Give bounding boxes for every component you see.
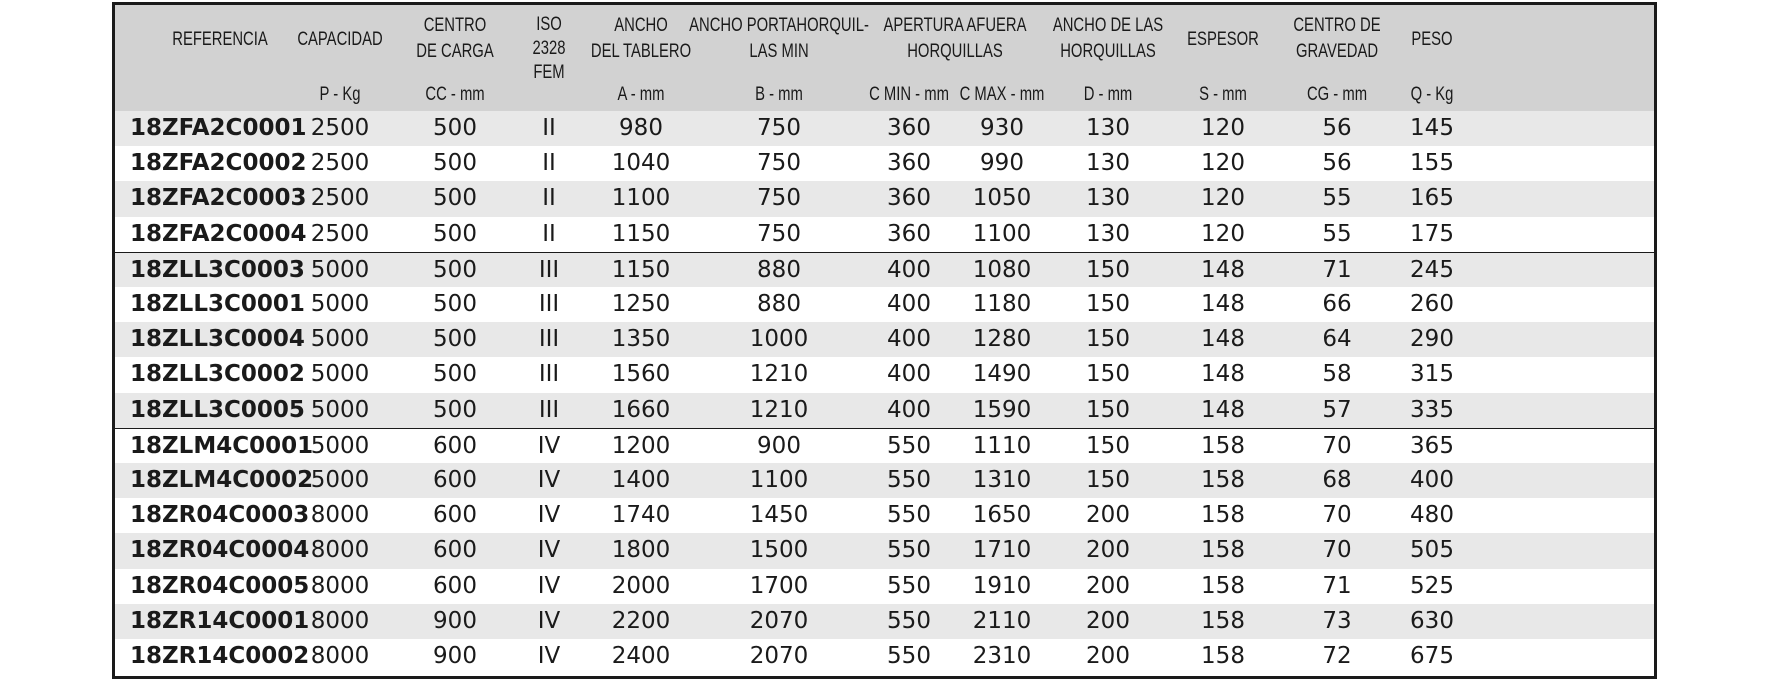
row-value: 56: [1322, 150, 1352, 177]
table-header: [115, 5, 1654, 111]
row-value: 550: [887, 572, 931, 599]
row-value: 200: [1086, 537, 1130, 564]
row-value: 1350: [611, 326, 671, 353]
row-value: 2310: [972, 643, 1032, 669]
row-value: 5000: [310, 467, 370, 493]
row-value: 64: [1322, 326, 1352, 353]
unit-c-max: C MAX - mm: [959, 84, 1045, 105]
row-value: 1500: [749, 537, 809, 564]
row-value: 480: [1410, 502, 1454, 529]
row-value: 130: [1086, 220, 1130, 247]
row-value: 158: [1201, 643, 1245, 669]
row-value: 148: [1201, 361, 1245, 388]
row-value: 71: [1322, 256, 1352, 283]
row-value: 5000: [310, 396, 370, 423]
row-reference: 18ZLL3C0004: [130, 326, 305, 353]
row-value: III: [538, 361, 560, 388]
row-value: 550: [887, 502, 931, 529]
row-value: 600: [433, 502, 477, 529]
row-reference: 18ZFA2C0004: [130, 220, 307, 247]
row-value: 1490: [972, 361, 1032, 388]
row-value: 150: [1086, 291, 1130, 317]
row-value: 5000: [310, 256, 370, 283]
row-value: 525: [1410, 572, 1454, 599]
row-value: 2500: [310, 150, 370, 177]
row-value: 1150: [611, 256, 671, 283]
row-value: 1910: [972, 572, 1032, 599]
row-value: 5000: [310, 361, 370, 388]
unit-ancho-portahorquillas: B - mm: [755, 84, 803, 105]
row-value: IV: [537, 432, 561, 459]
row-value: 1100: [972, 220, 1032, 247]
row-value: 245: [1410, 256, 1454, 283]
row-value: III: [538, 326, 560, 353]
row-value: 70: [1322, 537, 1352, 564]
table-row: [115, 111, 1654, 146]
row-value: 750: [757, 150, 801, 177]
row-value: 148: [1201, 326, 1245, 353]
row-value: 2500: [310, 220, 370, 247]
table-row: [115, 498, 1654, 533]
row-value: IV: [537, 502, 561, 529]
row-value: 1050: [972, 185, 1032, 212]
row-value: 360: [887, 185, 931, 212]
row-value: 145: [1410, 115, 1454, 141]
unit-peso: Q - Kg: [1410, 84, 1454, 105]
row-value: 8000: [310, 643, 370, 669]
row-value: 750: [757, 220, 801, 247]
row-value: 2500: [310, 185, 370, 212]
row-value: 260: [1410, 291, 1454, 317]
row-value: 2070: [749, 607, 809, 634]
row-value: 900: [433, 643, 477, 669]
row-value: 500: [433, 256, 477, 283]
row-value: 315: [1410, 361, 1454, 388]
row-value: 150: [1086, 432, 1130, 459]
row-value: 70: [1322, 502, 1352, 529]
row-value: 360: [887, 115, 931, 141]
header-ancho-horquillas: ANCHO DE LAS HORQUILLAS: [1052, 15, 1164, 62]
row-value: 8000: [310, 607, 370, 634]
row-value: 158: [1201, 537, 1245, 564]
row-value: 2000: [611, 572, 671, 599]
row-value: 1400: [611, 467, 671, 493]
row-value: 500: [433, 291, 477, 317]
row-value: 2070: [749, 643, 809, 669]
unit-capacidad: P - Kg: [319, 84, 361, 105]
row-value: 550: [887, 467, 931, 493]
row-value: III: [538, 396, 560, 423]
row-reference: 18ZLM4C0001: [130, 432, 314, 459]
row-reference: 18ZR14C0001: [130, 607, 310, 634]
row-value: 360: [887, 220, 931, 247]
row-value: 158: [1201, 572, 1245, 599]
table-row: [115, 393, 1654, 428]
row-value: 155: [1410, 150, 1454, 177]
row-reference: 18ZFA2C0003: [130, 185, 307, 212]
row-value: 150: [1086, 396, 1130, 423]
table-row: [115, 463, 1654, 498]
row-value: IV: [537, 537, 561, 564]
row-value: 8000: [310, 537, 370, 564]
row-value: III: [538, 256, 560, 283]
row-reference: 18ZR04C0003: [130, 502, 310, 529]
table-row: [115, 322, 1654, 357]
row-value: 158: [1201, 502, 1245, 529]
row-reference: 18ZR14C0002: [130, 643, 310, 669]
table-row: [115, 639, 1654, 674]
row-value: II: [542, 185, 556, 212]
header-referencia: REFERENCIA: [172, 29, 268, 50]
row-value: 500: [433, 326, 477, 353]
row-value: 72: [1322, 643, 1352, 669]
row-value: 150: [1086, 256, 1130, 283]
row-reference: 18ZLL3C0005: [130, 396, 305, 423]
row-reference: 18ZLL3C0001: [130, 291, 305, 317]
row-value: 2110: [972, 607, 1032, 634]
row-value: 1180: [972, 291, 1032, 317]
unit-c-min: C MIN - mm: [869, 84, 949, 105]
row-value: 5000: [310, 291, 370, 317]
row-value: 130: [1086, 150, 1130, 177]
row-value: 500: [433, 150, 477, 177]
row-value: 158: [1201, 432, 1245, 459]
row-value: 130: [1086, 115, 1130, 141]
row-reference: 18ZR04C0005: [130, 572, 310, 599]
unit-ancho-horquillas: D - mm: [1083, 84, 1133, 105]
row-value: 1800: [611, 537, 671, 564]
row-value: II: [542, 150, 556, 177]
row-value: 2500: [310, 115, 370, 141]
row-value: 550: [887, 607, 931, 634]
row-value: 1080: [972, 256, 1032, 283]
row-value: 550: [887, 643, 931, 669]
table-row: [115, 252, 1654, 288]
header-centro-de-carga: CENTRO DE CARGA: [416, 15, 494, 62]
row-value: 1000: [749, 326, 809, 353]
row-value: 1310: [972, 467, 1032, 493]
row-value: 148: [1201, 256, 1245, 283]
row-value: II: [542, 220, 556, 247]
row-value: 630: [1410, 607, 1454, 634]
row-value: 200: [1086, 643, 1130, 669]
row-value: 2200: [611, 607, 671, 634]
row-value: 400: [1410, 467, 1454, 493]
row-value: 66: [1322, 291, 1352, 317]
row-value: 500: [433, 115, 477, 141]
row-value: IV: [537, 643, 561, 669]
header-espesor: ESPESOR: [1187, 29, 1259, 50]
row-value: 150: [1086, 361, 1130, 388]
row-value: 1150: [611, 220, 671, 247]
row-value: 500: [433, 361, 477, 388]
row-value: 8000: [310, 502, 370, 529]
row-value: 600: [433, 467, 477, 493]
row-value: 1040: [611, 150, 671, 177]
table-row: [115, 604, 1654, 639]
row-value: 2400: [611, 643, 671, 669]
header-ancho-portahorquillas: ANCHO PORTAHORQUIL- LAS MIN: [689, 15, 869, 62]
row-value: 750: [757, 115, 801, 141]
row-value: 8000: [310, 572, 370, 599]
row-reference: 18ZFA2C0001: [130, 115, 307, 141]
row-value: 990: [980, 150, 1024, 177]
row-value: 500: [433, 396, 477, 423]
row-value: 1710: [972, 537, 1032, 564]
row-value: 120: [1201, 115, 1245, 141]
row-value: 158: [1201, 467, 1245, 493]
row-value: 365: [1410, 432, 1454, 459]
table-row: [115, 287, 1654, 322]
unit-centro-gravedad: CG - mm: [1306, 84, 1368, 105]
row-value: 130: [1086, 185, 1130, 212]
header-apertura-horquillas: APERTURA AFUERA HORQUILLAS: [883, 15, 1027, 62]
row-value: 55: [1322, 220, 1352, 247]
unit-centro-de-carga: CC - mm: [425, 84, 485, 105]
row-reference: 18ZLL3C0002: [130, 361, 305, 388]
row-value: 505: [1410, 537, 1454, 564]
row-value: 400: [887, 361, 931, 388]
row-value: 148: [1201, 291, 1245, 317]
row-value: 400: [887, 291, 931, 317]
row-value: 1100: [749, 467, 809, 493]
row-value: 1650: [972, 502, 1032, 529]
row-value: 1100: [611, 185, 671, 212]
row-value: 880: [757, 256, 801, 283]
row-value: 550: [887, 432, 931, 459]
row-value: 930: [980, 115, 1024, 141]
table-row: [115, 533, 1654, 568]
row-value: III: [538, 291, 560, 317]
row-value: 5000: [310, 432, 370, 459]
row-value: 1740: [611, 502, 671, 529]
row-value: 150: [1086, 326, 1130, 353]
row-value: 71: [1322, 572, 1352, 599]
row-value: 120: [1201, 220, 1245, 247]
row-value: 175: [1410, 220, 1454, 247]
row-reference: 18ZLM4C0002: [130, 467, 314, 493]
row-value: 1210: [749, 396, 809, 423]
row-value: 900: [433, 607, 477, 634]
row-reference: 18ZR04C0004: [130, 537, 310, 564]
header-peso: PESO: [1411, 29, 1453, 50]
table-row: [115, 146, 1654, 181]
row-value: 120: [1201, 150, 1245, 177]
row-value: IV: [537, 467, 561, 493]
row-reference: 18ZFA2C0002: [130, 150, 307, 177]
row-reference: 18ZLL3C0003: [130, 256, 305, 283]
row-value: IV: [537, 607, 561, 634]
row-value: 550: [887, 537, 931, 564]
row-value: 980: [619, 115, 663, 141]
row-value: 200: [1086, 607, 1130, 634]
row-value: 58: [1322, 361, 1352, 388]
row-value: IV: [537, 572, 561, 599]
row-value: 1250: [611, 291, 671, 317]
row-value: 158: [1201, 607, 1245, 634]
row-value: 600: [433, 432, 477, 459]
row-value: 675: [1410, 643, 1454, 669]
table-row: [115, 217, 1654, 252]
row-value: 56: [1322, 115, 1352, 141]
header-iso-fem: ISO 2328 FEM: [532, 14, 566, 83]
row-value: 880: [757, 291, 801, 317]
row-value: 1590: [972, 396, 1032, 423]
row-value: 200: [1086, 502, 1130, 529]
row-value: 400: [887, 326, 931, 353]
table-row: [115, 181, 1654, 216]
row-value: 57: [1322, 396, 1352, 423]
row-value: 68: [1322, 467, 1352, 493]
row-value: 1450: [749, 502, 809, 529]
table-row: [115, 357, 1654, 392]
row-value: 400: [887, 256, 931, 283]
row-value: 335: [1410, 396, 1454, 423]
row-value: 70: [1322, 432, 1352, 459]
specifications-table: [112, 2, 1657, 679]
row-value: 120: [1201, 185, 1245, 212]
row-value: 290: [1410, 326, 1454, 353]
unit-espesor: S - mm: [1199, 84, 1247, 105]
row-value: 200: [1086, 572, 1130, 599]
row-value: 1110: [972, 432, 1032, 459]
table-row: [115, 569, 1654, 604]
row-value: 1700: [749, 572, 809, 599]
row-value: 900: [757, 432, 801, 459]
row-value: II: [542, 115, 556, 141]
row-value: 55: [1322, 185, 1352, 212]
row-value: 1210: [749, 361, 809, 388]
header-capacidad: CAPACIDAD: [297, 29, 383, 50]
row-value: 73: [1322, 607, 1352, 634]
row-value: 400: [887, 396, 931, 423]
row-value: 600: [433, 572, 477, 599]
row-value: 5000: [310, 326, 370, 353]
header-ancho-tablero: ANCHO DEL TABLERO: [590, 15, 692, 62]
unit-ancho-tablero: A - mm: [617, 84, 665, 105]
row-value: 360: [887, 150, 931, 177]
row-value: 750: [757, 185, 801, 212]
row-value: 1280: [972, 326, 1032, 353]
row-value: 500: [433, 220, 477, 247]
row-value: 1560: [611, 361, 671, 388]
row-value: 500: [433, 185, 477, 212]
row-value: 165: [1410, 185, 1454, 212]
row-value: 148: [1201, 396, 1245, 423]
row-value: 1200: [611, 432, 671, 459]
row-value: 600: [433, 537, 477, 564]
table-row: [115, 428, 1654, 464]
header-centro-gravedad: CENTRO DE GRAVEDAD: [1293, 15, 1381, 62]
row-value: 1660: [611, 396, 671, 423]
row-value: 150: [1086, 467, 1130, 493]
